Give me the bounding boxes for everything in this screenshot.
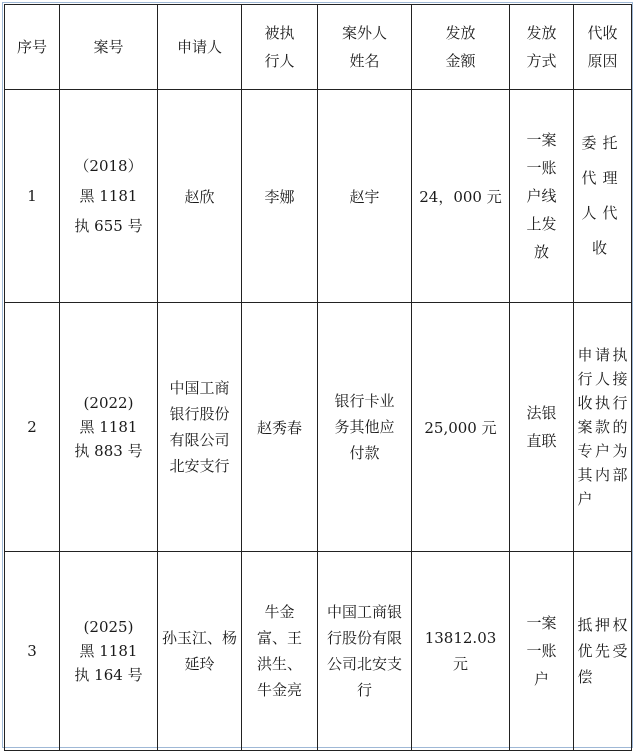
cell-amount: 13812.03 元 — [412, 552, 510, 751]
header-reason: 代收 原因 — [574, 5, 632, 90]
cell-outsider: 赵宇 — [318, 90, 412, 303]
cell-method: 一案一账户 — [510, 552, 574, 751]
table-row — [5, 90, 632, 303]
cell-applicant: 中国工商银行股份有限公司北安支行 — [158, 303, 242, 552]
cell-executee: 李娜 — [242, 90, 318, 303]
cell-reason: 申请执行人接收执行案款的专户为其内部户 — [574, 303, 632, 552]
cell-reason: 委托代理人代收 — [574, 90, 632, 303]
header-case-no: 案号 — [60, 5, 158, 90]
header-amount: 发放 金额 — [412, 5, 510, 90]
cell-reason: 抵押权优先受偿 — [574, 552, 632, 751]
cell-method: 一案一账户线上发放 — [510, 90, 574, 303]
cell-seq: 3 — [5, 552, 60, 751]
cell-executee: 赵秀春 — [242, 303, 318, 552]
cell-case-no: (2025) 黑 1181 执 164 号 — [60, 552, 158, 751]
cell-case-no: （2018） 黑 1181 执 655 号 — [60, 90, 158, 303]
header-applicant: 申请人 — [158, 5, 242, 90]
cell-case-no: (2022) 黑 1181 执 883 号 — [60, 303, 158, 552]
header-seq: 序号 — [5, 5, 60, 90]
cell-applicant: 赵欣 — [158, 90, 242, 303]
header-method: 发放 方式 — [510, 5, 574, 90]
header-row — [5, 5, 632, 90]
cell-method: 法银直联 — [510, 303, 574, 552]
table-row — [5, 552, 632, 751]
cell-executee: 牛金富、王洪生、牛金亮 — [242, 552, 318, 751]
header-executee: 被执 行人 — [242, 5, 318, 90]
cell-seq: 1 — [5, 90, 60, 303]
cell-outsider: 银行卡业务其他应付款 — [318, 303, 412, 552]
cell-applicant: 孙玉江、杨延玲 — [158, 552, 242, 751]
cell-outsider: 中国工商银行股份有限公司北安支行 — [318, 552, 412, 751]
payment-table — [4, 4, 632, 751]
header-outsider: 案外人 姓名 — [318, 5, 412, 90]
cell-amount: 24，000 元 — [412, 90, 510, 303]
cell-seq: 2 — [5, 303, 60, 552]
table-row — [5, 303, 632, 552]
cell-amount: 25,000 元 — [412, 303, 510, 552]
